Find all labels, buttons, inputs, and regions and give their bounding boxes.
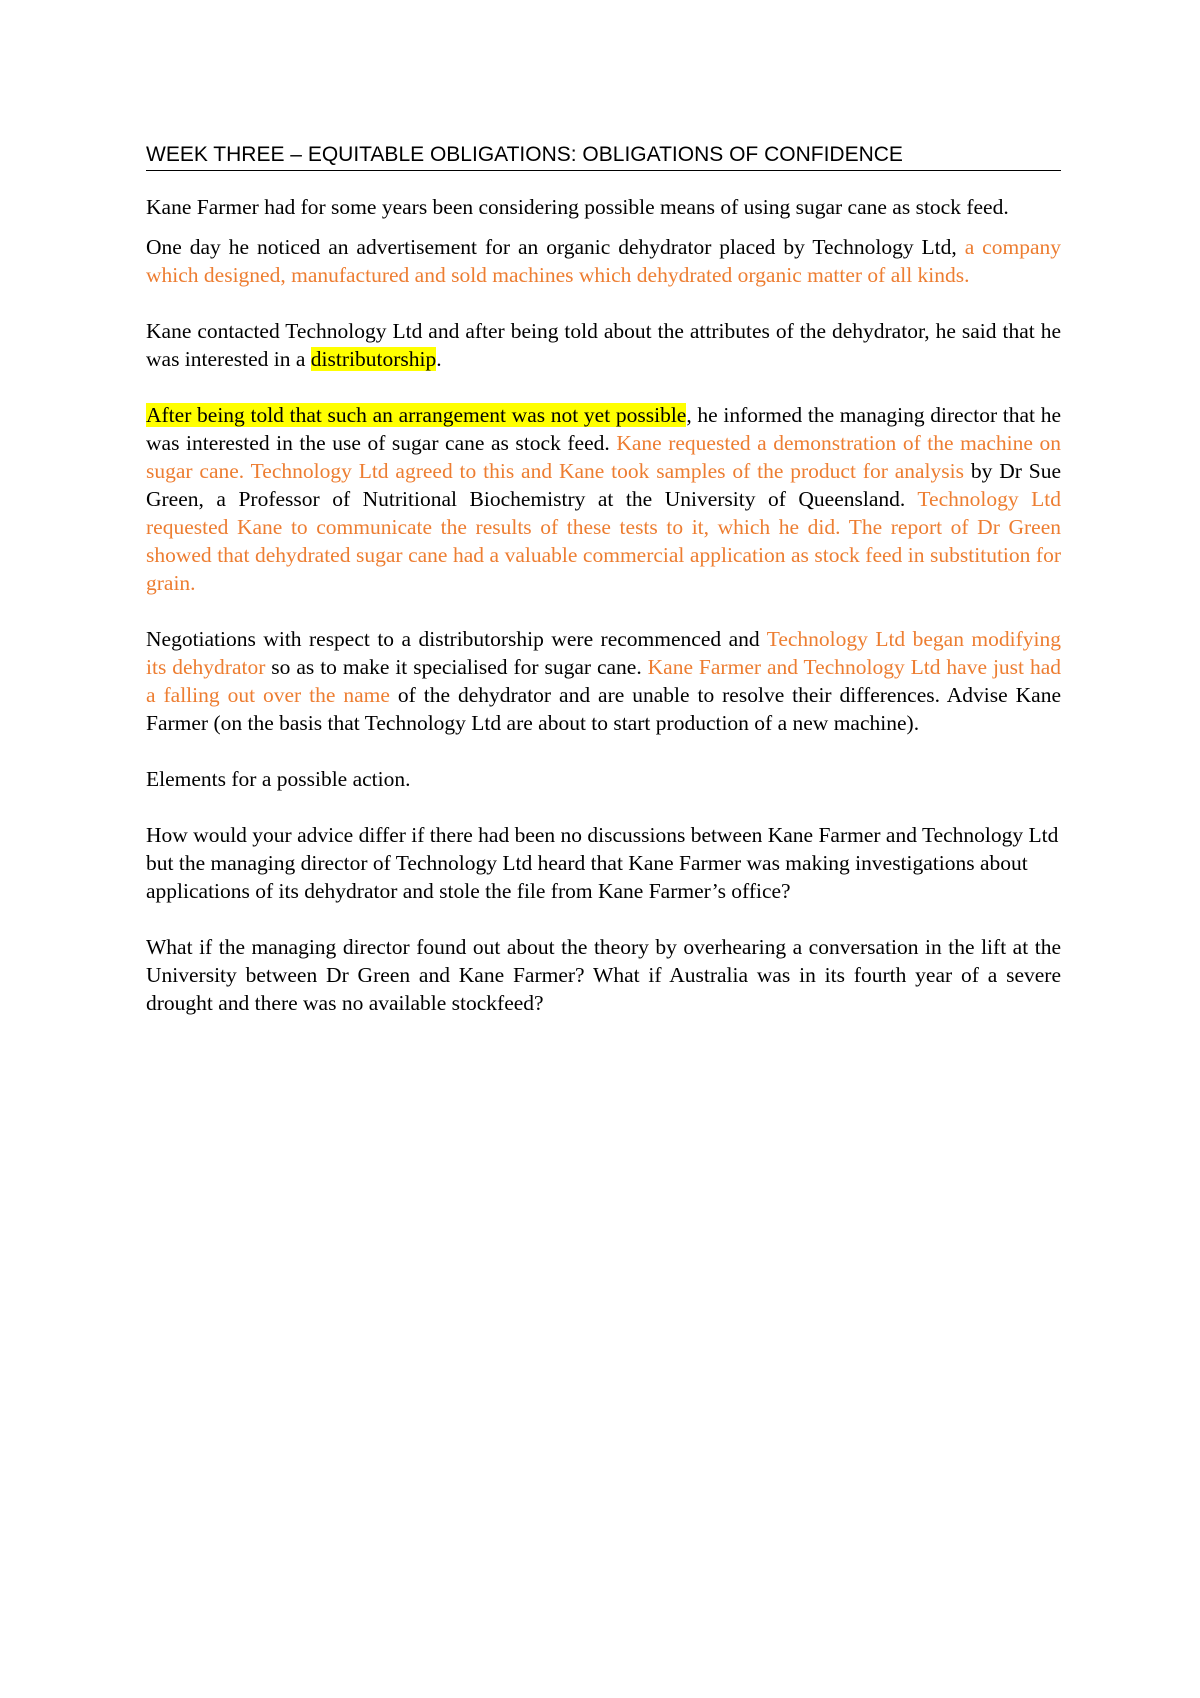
paragraph-contact	[146, 317, 1061, 373]
emphasis-falling-out: Kane Farmer and Technology Ltd have just had a falling out over the name	[146, 655, 1061, 707]
emphasis-demonstration: Kane requested a demonstration of the machine on sugar cane. Technology Ltd agreed to this and Kane took samples of the product for analysis	[146, 431, 1061, 483]
paragraph-contact-end: .	[436, 347, 442, 371]
paragraph-negotiation-text: , he informed the managing director that he was interested in the use of sugar cane as stock feed.	[146, 403, 1061, 455]
page-title: WEEK THREE – EQUITABLE OBLIGATIONS: OBLIGATIONS OF CONFIDENCE	[146, 142, 1061, 171]
paragraph-contact-text: Kane contacted Technology Ltd and after being told about the attributes of the dehydrator, he said that he was interested in a	[146, 319, 1061, 371]
highlight-arrangement: After being told that such an arrangement was not yet possible	[146, 403, 687, 427]
paragraph-question-two	[146, 933, 1061, 1017]
emphasis-modifying: Technology Ltd began modifying its dehydrator	[146, 627, 1061, 679]
paragraph-falling-out-mid: so as to make it specialised for sugar cane.	[265, 655, 648, 679]
paragraph-question-one-text: How would your advice differ if there had been no discussions between Kane Farmer and Technology Ltd but the managing director of Technology Ltd heard that Kane Farmer was making investigations about applications of its dehydrator and stole the file from Kane Farmer’s office?	[146, 823, 1059, 903]
paragraph-intro	[146, 193, 1061, 221]
paragraph-advertisement	[146, 233, 1061, 289]
paragraph-negotiation-analysis: by Dr Sue Green, a Professor of Nutritional Biochemistry at the University of Queensland.	[146, 459, 1062, 511]
emphasis-company-description: a company which designed, manufactured and sold machines which dehydrated organic matter of all kinds.	[146, 235, 1061, 287]
paragraph-elements	[146, 765, 1061, 793]
document-page	[146, 142, 1061, 1017]
paragraph-intro-text: Kane Farmer had for some years been considering possible means of using sugar cane as stock feed.	[146, 195, 1009, 219]
paragraph-question-one	[146, 821, 1061, 905]
highlight-distributorship: distributorship	[310, 347, 437, 371]
paragraph-elements-text: Elements for a possible action.	[146, 767, 411, 791]
paragraph-negotiation	[146, 401, 1061, 597]
emphasis-test-results: Technology Ltd requested Kane to communicate the results of these tests to it, which he did. The report of Dr Green showed that dehydrated sugar cane had a valuable commercial application as stock feed in substitution for grain.	[146, 487, 1061, 595]
paragraph-falling-out	[146, 625, 1061, 737]
paragraph-question-two-text: What if the managing director found out about the theory by overhearing a conversation in the lift at the University between Dr Green and Kane Farmer? What if Australia was in its fourth year of a severe drought and there was no available stockfeed?	[146, 935, 1061, 1015]
paragraph-falling-out-end: of the dehydrator and are unable to resolve their differences. Advise Kane Farmer (on the basis that Technology Ltd are about to start production of a new machine).	[146, 683, 1061, 735]
paragraph-advertisement-text: One day he noticed an advertisement for an organic dehydrator placed by Technology Ltd,	[146, 235, 965, 259]
paragraph-falling-out-text: Negotiations with respect to a distributorship were recommenced and	[146, 627, 767, 651]
